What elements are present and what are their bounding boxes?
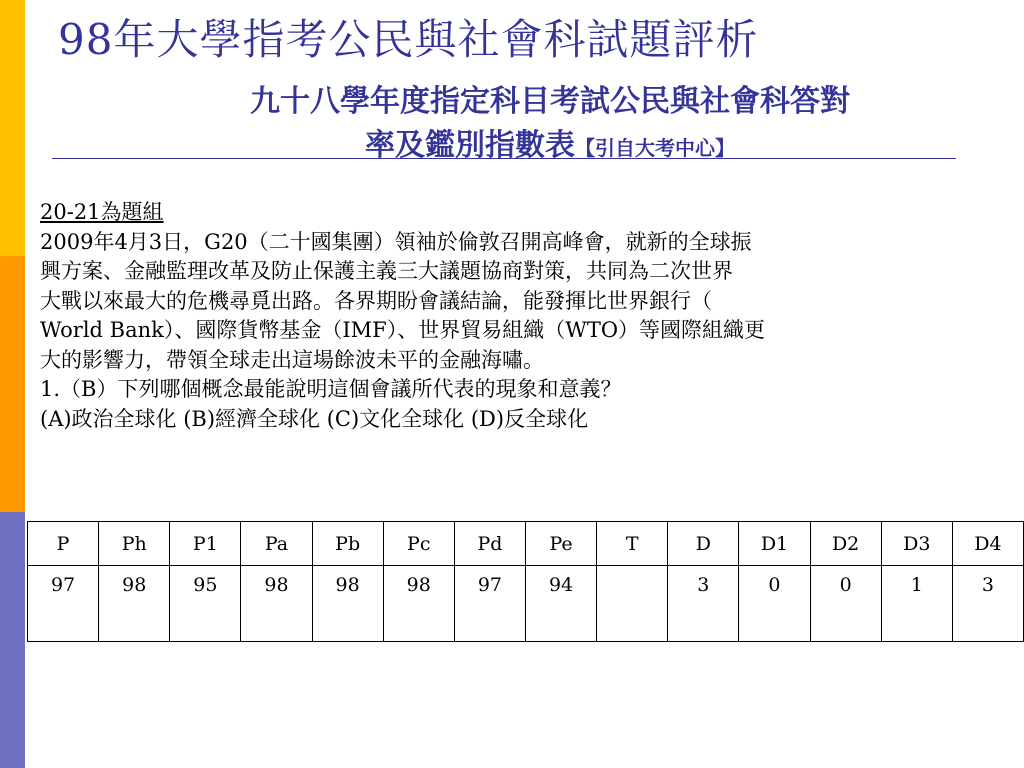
value-cell: 98 <box>312 566 383 642</box>
sidebar-segment-blue <box>0 512 25 768</box>
header-cell: Pb <box>312 522 383 566</box>
header-cell: Pe <box>525 522 596 566</box>
slide-title: 98年大學指考公民與社會科試題評析 <box>58 15 759 64</box>
header-cell: D3 <box>881 522 952 566</box>
value-cell: 98 <box>383 566 454 642</box>
value-cell: 3 <box>668 566 739 642</box>
header-cell: P1 <box>170 522 241 566</box>
passage-line: World Bank）、國際貨幣基金（IMF）、世界貿易組織（WTO）等國際組織更 <box>40 318 766 342</box>
question-stem: 1.（B）下列哪個概念最能說明這個會議所代表的現象和意義？ <box>40 377 622 401</box>
passage-line: 2009年4月3日，G20（二十國集團）領袖於倫敦召開高峰會，就新的全球振 <box>40 229 752 254</box>
statistics-table <box>27 521 1024 642</box>
header-cell: Pa <box>241 522 312 566</box>
header-cell: P <box>28 522 99 566</box>
value-cell: 95 <box>170 566 241 642</box>
value-cell: 97 <box>454 566 525 642</box>
header-cell: D2 <box>810 522 881 566</box>
table-row <box>28 566 1024 642</box>
subtitle-line-1: 九十八學年度指定科目考試公民與社會科答對 <box>250 84 850 119</box>
value-cell: 98 <box>241 566 312 642</box>
slide-subtitle <box>120 80 980 170</box>
header-cell: T <box>597 522 668 566</box>
header-cell: D <box>668 522 739 566</box>
value-cell: 1 <box>881 566 952 642</box>
header-cell: D1 <box>739 522 810 566</box>
title-divider <box>52 158 956 159</box>
passage-line: 大的影響力，帶領全球走出這場餘波未平的金融海嘯。 <box>40 347 544 372</box>
value-cell <box>597 566 668 642</box>
value-cell: 3 <box>952 566 1023 642</box>
value-cell: 0 <box>739 566 810 642</box>
header-cell: D4 <box>952 522 1023 566</box>
decorative-sidebar <box>0 0 25 768</box>
value-cell: 97 <box>28 566 99 642</box>
answer-options: (A)政治全球化 (B)經濟全球化 (C)文化全球化 (D)反全球化 <box>40 406 589 431</box>
value-cell: 98 <box>99 566 170 642</box>
subtitle-line-2-text: 率及鑑別指數表 <box>365 128 575 163</box>
sidebar-segment-orange <box>0 256 25 512</box>
question-group-label: 20-21為題組 <box>40 200 164 224</box>
header-cell: Pc <box>383 522 454 566</box>
header-cell: Pd <box>454 522 525 566</box>
value-cell: 0 <box>810 566 881 642</box>
passage-line: 大戰以來最大的危機尋覓出路。各界期盼會議結論，能發揮比世界銀行（ <box>40 288 712 313</box>
question-block <box>40 198 990 434</box>
value-cell: 94 <box>525 566 596 642</box>
table-header-row <box>28 522 1024 566</box>
source-note: 【引自大考中心】 <box>575 136 735 160</box>
subtitle-line-2 <box>120 124 980 170</box>
sidebar-segment-yellow <box>0 0 25 256</box>
header-cell: Ph <box>99 522 170 566</box>
passage-line: 興方案、金融監理改革及防止保護主義三大議題協商對策，共同為二次世界 <box>40 259 733 283</box>
